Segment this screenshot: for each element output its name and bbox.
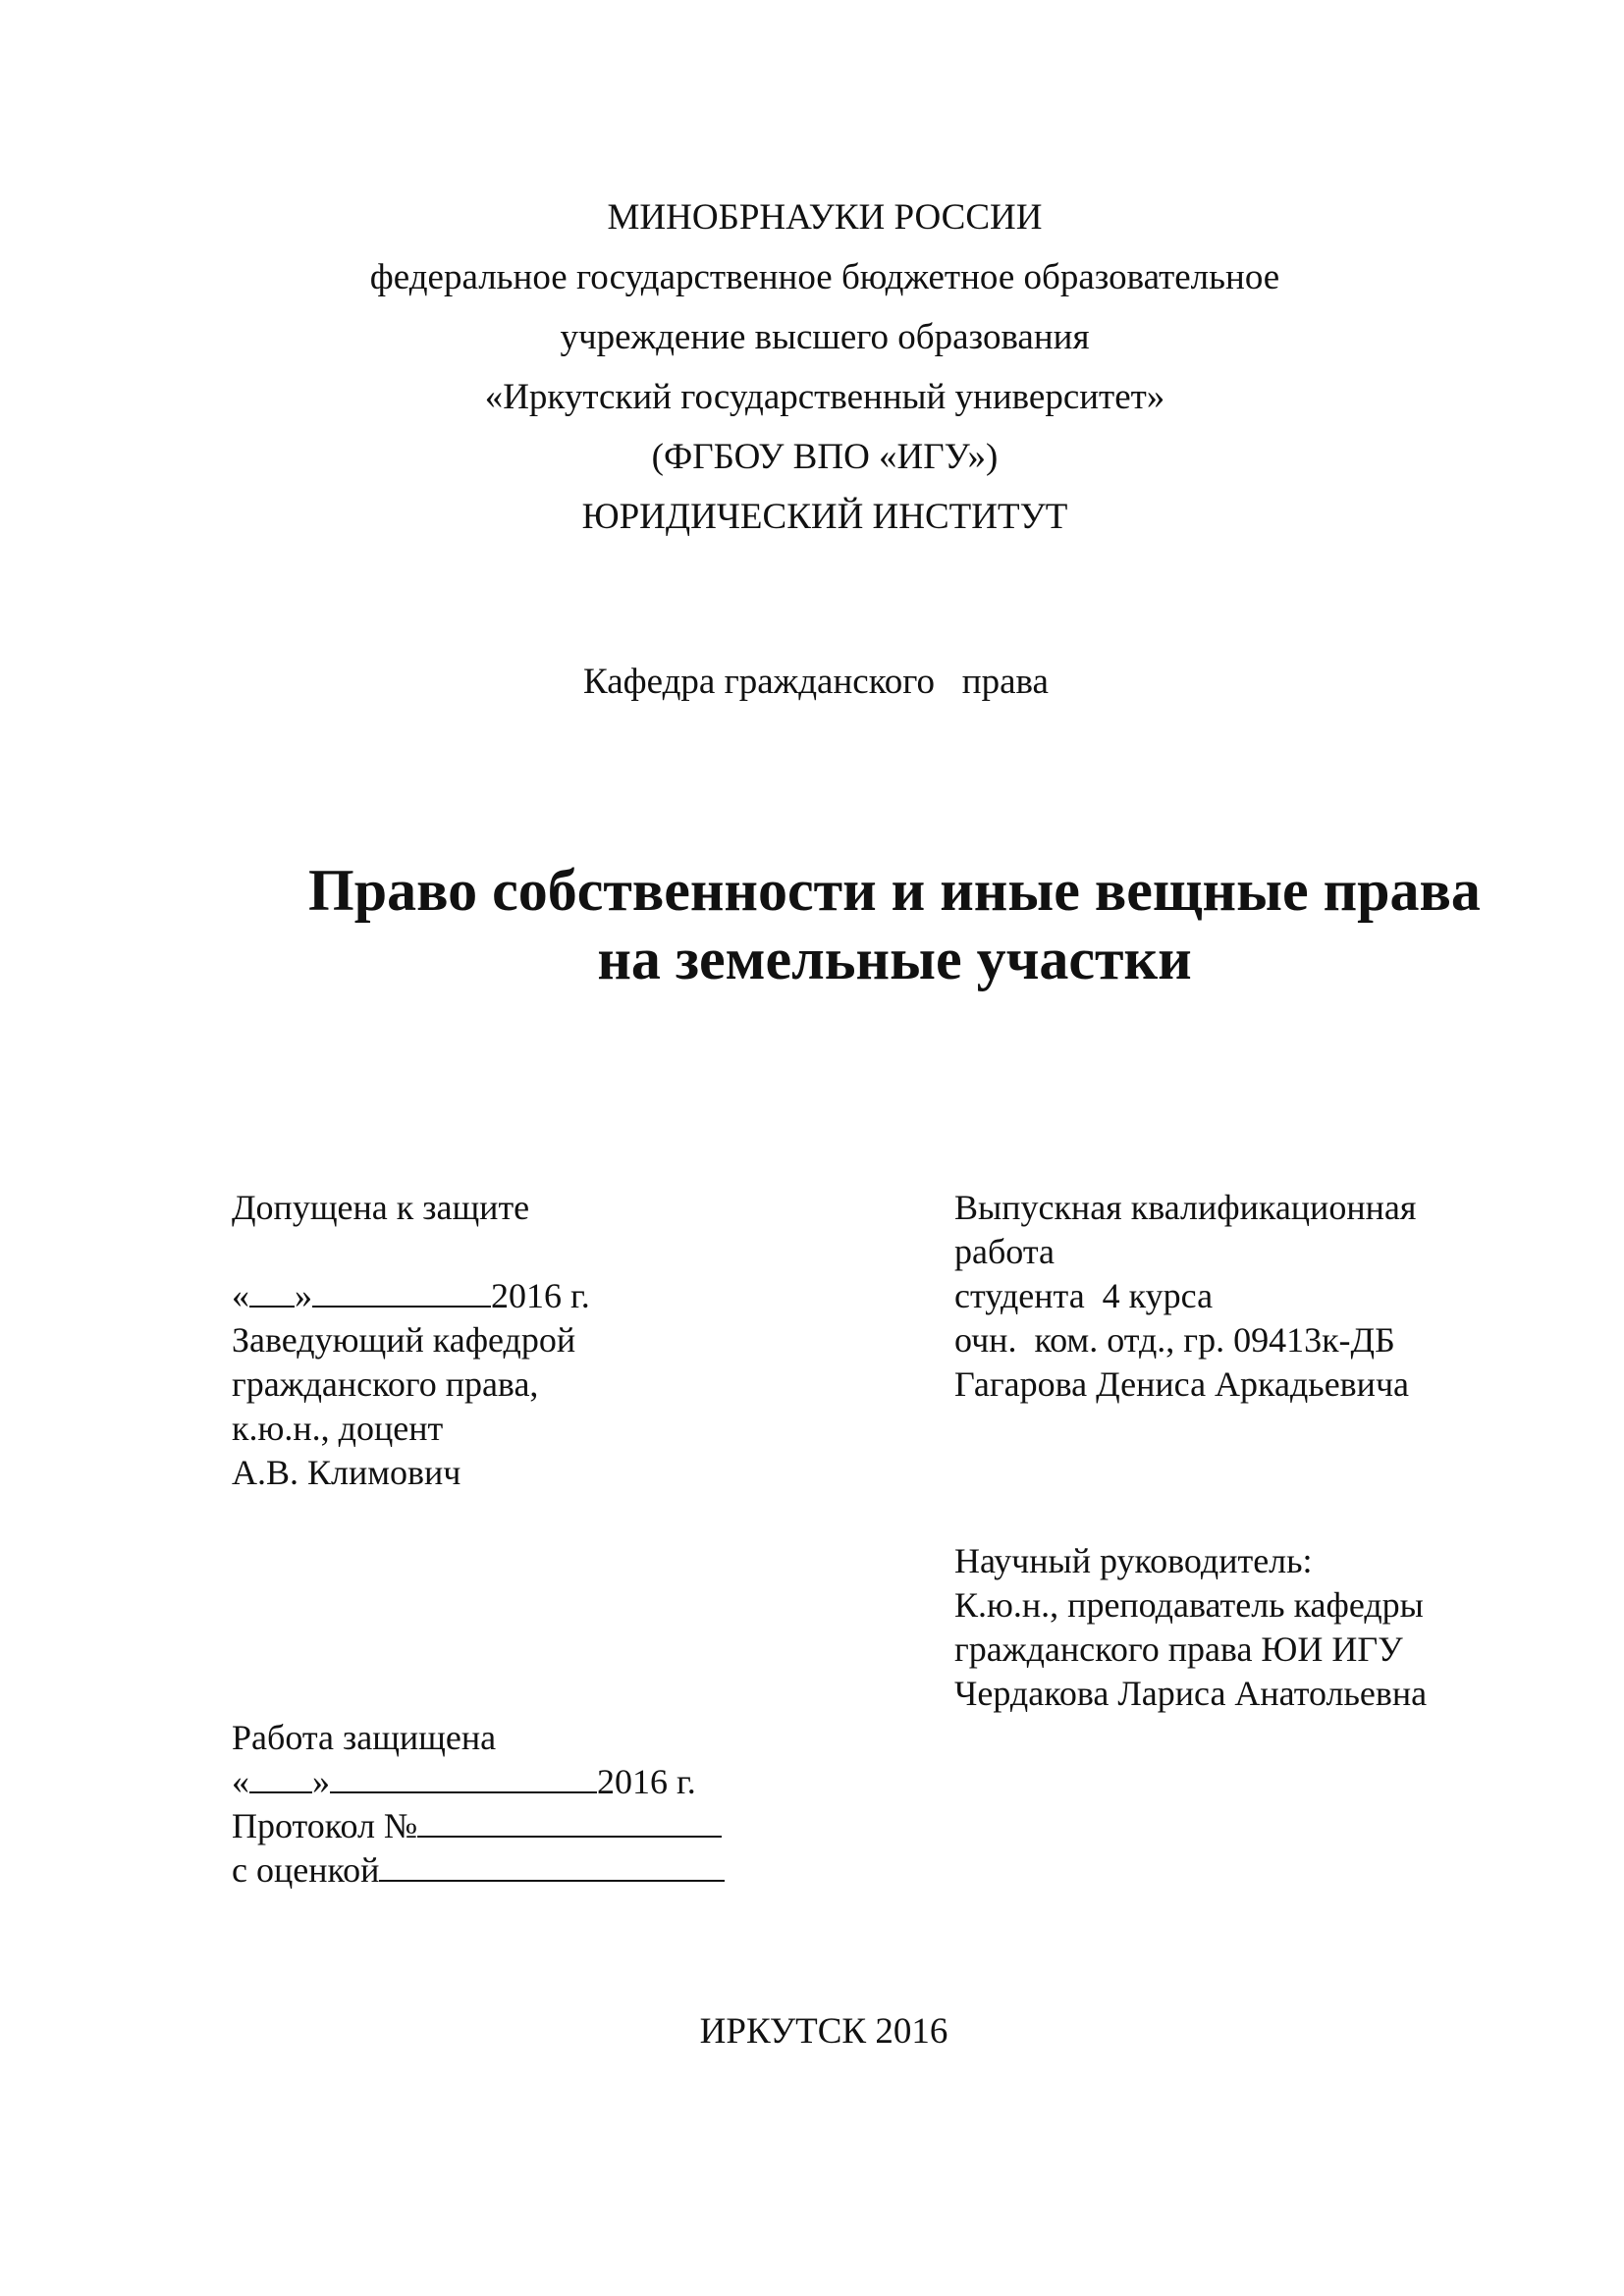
quote-close: »	[295, 1276, 312, 1315]
supervisor-heading: Научный руководитель:	[954, 1541, 1313, 1580]
institution-type-line1: федеральное государственное бюджетное образовательное	[369, 257, 1280, 297]
admission-block	[232, 1186, 590, 1495]
admission-heading: Допущена к защите	[232, 1188, 530, 1227]
student-group: очн. ком. отд., гр. 09413к-ДБ	[954, 1320, 1395, 1360]
protocol-label: Протокол №	[232, 1806, 418, 1845]
department-name: Кафедра гражданского права	[583, 662, 1049, 702]
grade-blank	[379, 1850, 725, 1882]
defense-heading: Работа защищена	[232, 1718, 497, 1757]
university-name: «Иркутский государственный университет»	[484, 377, 1165, 417]
head-of-department-degree: к.ю.н., доцент	[232, 1409, 444, 1448]
head-of-department-dept: гражданского права,	[232, 1364, 539, 1404]
day-blank	[249, 1762, 312, 1793]
thesis-title-line2: на земельные участки	[597, 927, 1192, 991]
supervisor-name: Чердакова Лариса Анатольевна	[954, 1674, 1428, 1713]
supervisor-position: К.ю.н., преподаватель кафедры	[954, 1585, 1424, 1625]
work-info-block	[954, 1186, 1416, 1407]
admission-year: 2016 г.	[491, 1276, 590, 1315]
admission-date-line	[232, 1274, 590, 1318]
work-type-line1: Выпускная квалификационная	[954, 1188, 1417, 1227]
header-block	[0, 187, 1624, 547]
month-blank	[312, 1276, 491, 1308]
work-type-line2: работа	[954, 1232, 1055, 1271]
ministry-name: МИНОБРНАУКИ РОССИИ	[607, 197, 1043, 238]
month-blank	[330, 1762, 597, 1793]
city-year: ИРКУТСК 2016	[699, 2011, 948, 2052]
defense-date-line	[232, 1760, 725, 1804]
grade-label: с оценкой	[232, 1850, 380, 1890]
supervisor-department: гражданского права ЮИ ИГУ	[954, 1629, 1403, 1669]
defense-year: 2016 г.	[597, 1762, 696, 1801]
institution-type-line2: учреждение высшего образования	[560, 317, 1090, 357]
thesis-title-line1: Право собственности и иные вещные права	[308, 858, 1481, 923]
institute-name: ЮРИДИЧЕСКИЙ ИНСТИТУТ	[581, 497, 1068, 537]
head-of-department-name: А.В. Климович	[232, 1453, 461, 1492]
university-abbreviation: (ФГБОУ ВПО «ИГУ»)	[651, 437, 999, 477]
protocol-number-blank	[417, 1806, 722, 1838]
quote-open: «	[232, 1276, 249, 1315]
thesis-title	[232, 856, 1557, 993]
supervisor-block	[954, 1539, 1427, 1716]
protocol-line	[232, 1804, 725, 1848]
grade-line	[232, 1848, 725, 1893]
student-name: Гагарова Дениса Аркадьевича	[954, 1364, 1410, 1404]
defense-block	[232, 1716, 725, 1893]
day-blank	[249, 1276, 295, 1308]
head-of-department-title: Заведующий кафедрой	[232, 1320, 576, 1360]
quote-close: »	[312, 1762, 330, 1801]
student-course: студента 4 курса	[954, 1276, 1214, 1315]
quote-open: «	[232, 1762, 249, 1801]
